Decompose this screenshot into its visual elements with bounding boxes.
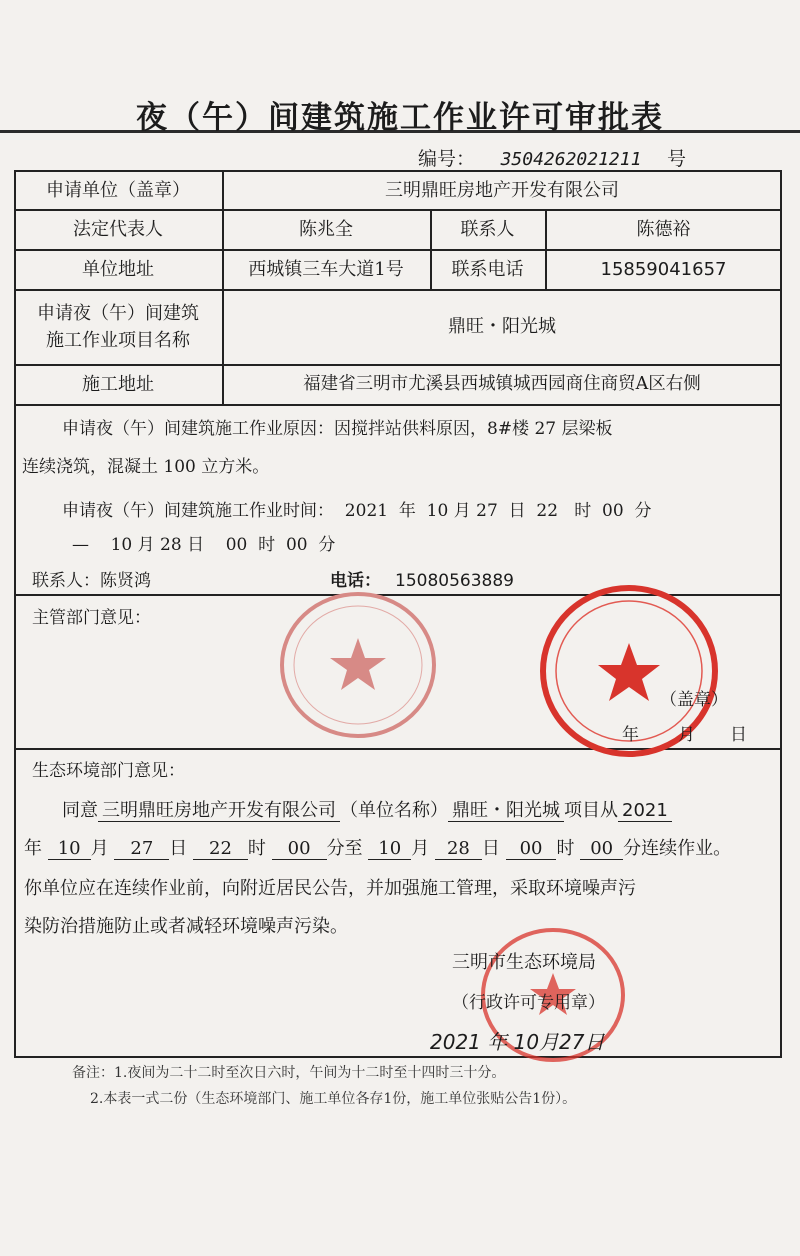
eco-end-minute: 00 — [580, 838, 623, 860]
project-label-line1: 申请夜（午）间建筑 — [37, 302, 199, 324]
dept-opinion-label: 主管部门意见： — [32, 608, 151, 628]
eco-start-month: 10 — [48, 838, 91, 860]
form-title: 夜（午）间建筑施工作业许可审批表 — [136, 100, 664, 136]
seal-year: 年 — [622, 725, 639, 745]
faded-department-seal-icon — [278, 590, 438, 740]
legal-rep-value: 陈兆全 — [299, 218, 353, 240]
phone-value: 15859041657 — [600, 258, 727, 280]
note-2: 2.本表一式二份（生态环境部门、施工单位各存1份，施工单位张贴公告1份）。 — [90, 1091, 577, 1107]
eco-para1-dates — [24, 834, 731, 860]
eco-end-text: 分连续作业。 — [623, 838, 732, 859]
site-label: 施工地址 — [82, 373, 154, 395]
eco-authority: 三明市生态环境局 — [452, 952, 596, 973]
project-label-line2: 施工作业项目名称 — [46, 329, 190, 351]
reason-line1: 申请夜（午）间建筑施工作业原因：因搅拌站供料原因，8#楼 27 层梁板 — [62, 419, 613, 439]
contact-value: 陈德裕 — [636, 218, 691, 240]
eco-start-hour: 22 — [193, 838, 248, 860]
eco-end-month: 10 — [368, 838, 411, 860]
serial-prefix: 编号： — [418, 148, 476, 170]
eco-year: 2021 — [618, 800, 672, 822]
contact-person-value: 陈贤鸿 — [100, 571, 151, 591]
seal-month: 月 — [678, 725, 695, 745]
eco-minute-unit: 分至 — [326, 838, 363, 859]
contact-phone-value: 15080563889 — [395, 571, 514, 591]
serial-suffix: 号 — [667, 148, 687, 170]
eco-day-unit-2: 日 — [481, 838, 500, 859]
eco-end-hour: 00 — [506, 838, 557, 860]
eco-hour-unit-2: 时 — [556, 838, 575, 859]
eco-p1-post: 项目从 — [564, 800, 618, 821]
serial-number — [418, 144, 686, 171]
eco-month-unit: 月 — [90, 838, 109, 859]
eco-year-unit: 年 — [24, 838, 42, 859]
eco-company: 三明鼎旺房地产开发有限公司 — [98, 800, 340, 822]
eco-para1 — [62, 796, 672, 822]
eco-para2-line1: 你单位应在连续作业前，向附近居民公告，并加强施工管理，采取环境噪声污 — [24, 878, 636, 899]
time-line1: 申请夜（午）间建筑施工作业时间： 2021 年 10 月 27 日 22 时 00 分 — [62, 501, 652, 521]
eco-opinion-label: 生态环境部门意见： — [32, 761, 185, 781]
contact-phone-label: 电话： — [330, 571, 381, 591]
eco-day-unit: 日 — [169, 838, 188, 859]
contact-person-label: 联系人： — [32, 571, 100, 591]
address-value: 西城镇三车大道1号 — [248, 258, 404, 280]
note-1: 备注：1.夜间为二十二时至次日六时，午间为十二时至十四时三十分。 — [72, 1065, 506, 1081]
contact-person — [32, 566, 151, 591]
project-label — [14, 289, 222, 364]
contact-label: 联系人 — [460, 218, 515, 240]
seal-label: （盖章） — [660, 690, 728, 710]
site-value: 福建省三明市尤溪县西城镇城西园商住商贸A区右侧 — [303, 373, 701, 394]
phone-label: 联系电话 — [451, 258, 524, 280]
eco-hour-unit: 时 — [247, 838, 266, 859]
contact-phone — [330, 566, 514, 591]
eco-sign-date: 2021 年 10月27日 — [430, 1030, 605, 1054]
eco-end-day: 28 — [435, 838, 482, 860]
project-value: 鼎旺・阳光城 — [448, 316, 556, 337]
time-line2: — 10 月 28 日 00 时 00 分 — [72, 535, 336, 555]
seal-day: 日 — [730, 725, 747, 745]
eco-authority-sub: （行政许可专用章） — [452, 993, 605, 1013]
grid-line — [14, 404, 782, 406]
applicant-value: 三明鼎旺房地产开发有限公司 — [385, 179, 619, 201]
eco-p1-mid: （单位名称） — [340, 800, 448, 821]
serial-value: 3504262021211 — [481, 149, 661, 171]
eco-para2-line2: 染防治措施防止或者减轻环境噪声污染。 — [24, 916, 348, 937]
legal-rep-label: 法定代表人 — [73, 218, 163, 240]
eco-start-minute: 00 — [272, 838, 327, 860]
reason-line2: 连续浇筑，混凝土 100 立方米。 — [22, 457, 270, 477]
applicant-label: 申请单位（盖章） — [46, 179, 190, 201]
eco-start-day: 27 — [114, 838, 169, 860]
eco-month-unit-2: 月 — [411, 838, 430, 859]
eco-p1-pre: 同意 — [62, 800, 98, 821]
eco-project: 鼎旺・阳光城 — [448, 800, 564, 822]
address-label: 单位地址 — [82, 258, 154, 280]
